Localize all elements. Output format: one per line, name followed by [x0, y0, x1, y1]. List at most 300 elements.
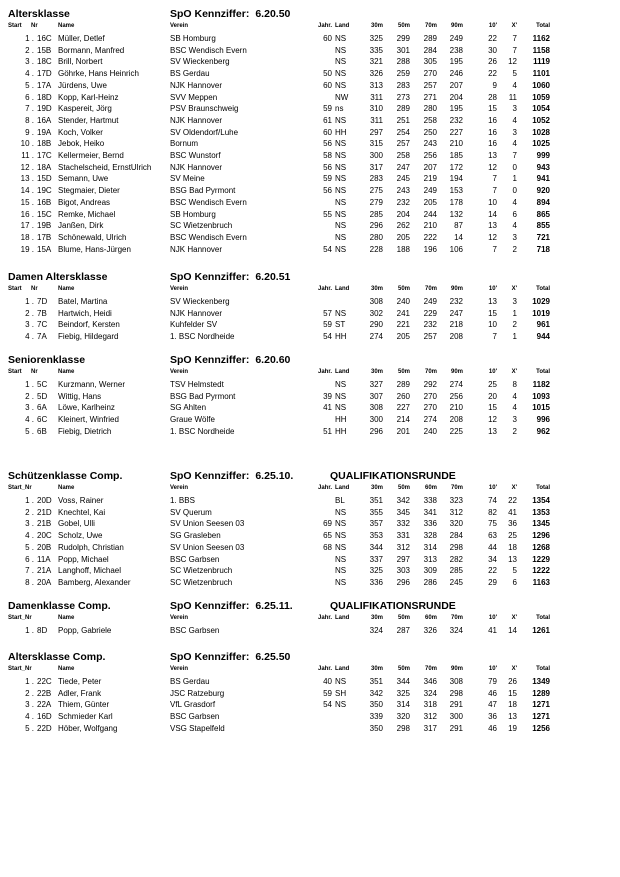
column-header-tens: 10' [488, 485, 497, 491]
start-nr-cell: 6A [37, 403, 47, 413]
tens-cell: 13 [488, 426, 497, 436]
column-header-name: Name [58, 485, 75, 491]
score-1-cell: 310 [369, 104, 383, 114]
score-1-cell: 308 [369, 403, 383, 413]
score-2-cell: 325 [396, 688, 410, 698]
birth-year-cell: 57 [323, 308, 332, 318]
total-cell: 1349 [532, 677, 550, 686]
score-3-cell: 309 [423, 566, 437, 576]
state-cell: HH [335, 332, 347, 342]
rank-cell: 5 . [25, 542, 34, 552]
tens-cell: 20 [488, 391, 497, 401]
birth-year-cell: 68 [323, 542, 332, 552]
state-cell: NS [335, 542, 347, 552]
score-4-cell: 227 [449, 127, 463, 137]
score-2-cell: 259 [396, 69, 410, 79]
state-cell: NS [335, 186, 347, 196]
club-cell: BSC Garbsen [170, 712, 220, 722]
total-cell: 1052 [532, 115, 550, 125]
rank-cell: 9 . [25, 127, 34, 137]
club-cell: NJK Hannover [170, 244, 223, 254]
start-nr-cell: 5C [37, 380, 48, 389]
tens-cell: 10 [488, 320, 497, 330]
rank-cell: 3 . [25, 519, 34, 529]
name-cell: Scholz, Uwe [58, 531, 103, 541]
column-header-jahr: Jahr. [317, 23, 332, 29]
start-nr-cell: 19A [37, 127, 52, 137]
score-1-cell: 274 [369, 332, 383, 342]
birth-year-cell: 54 [323, 244, 332, 254]
total-cell: 1261 [532, 626, 550, 635]
column-header-total: Total [536, 23, 550, 29]
name-cell: Brill, Norbert [58, 57, 103, 67]
total-cell: 721 [536, 232, 550, 242]
start-nr-cell: 5D [37, 391, 48, 401]
club-cell: BS Gerdau [170, 69, 210, 79]
rank-cell: 1 . [25, 297, 34, 306]
score-2-cell: 342 [396, 496, 410, 505]
score-4-cell: 247 [449, 308, 463, 318]
club-cell: BSC Wendisch Evern [170, 45, 247, 55]
rank-cell: 10 . [20, 139, 34, 149]
rank-cell: 15 . [20, 197, 34, 207]
state-cell: NS [335, 209, 347, 219]
score-2-cell: 344 [396, 677, 410, 686]
score-1-cell: 311 [370, 115, 383, 125]
score-3-cell: 324 [423, 688, 437, 698]
result-row [0, 688, 620, 699]
start-nr-cell: 6B [37, 426, 47, 436]
rank-cell: 5 . [25, 80, 34, 90]
score-1-cell: 326 [369, 69, 383, 79]
score-2-cell: 205 [396, 232, 410, 242]
rank-cell: 4 . [25, 332, 34, 342]
result-row [0, 711, 620, 722]
score-2-cell: 188 [396, 244, 410, 254]
kennziffer-label: SpO Kennziffer: [170, 651, 250, 663]
tens-cell: 15 [488, 403, 497, 413]
score-1-cell: 317 [369, 162, 383, 172]
result-row [0, 103, 620, 114]
x-count-cell: 2 [512, 426, 517, 436]
rank-cell: 2 . [25, 507, 34, 517]
score-1-cell: 344 [369, 542, 383, 552]
result-row [0, 296, 620, 307]
score-1-cell: 353 [369, 531, 383, 541]
club-cell: BSC Garbsen [170, 626, 220, 635]
kennziffer-label: SpO Kennziffer: [170, 354, 250, 366]
x-count-cell: 4 [512, 115, 517, 125]
x-count-cell: 4 [512, 80, 517, 90]
rank-cell: 2 . [25, 308, 34, 318]
x-count-cell: 4 [512, 139, 517, 149]
x-count-cell: 1 [512, 308, 517, 318]
kennziffer-label: SpO Kennziffer: [170, 271, 250, 283]
column-header-d3: 60m [424, 485, 437, 491]
column-header-tens: 10' [488, 615, 497, 621]
score-3-cell: 244 [423, 209, 437, 219]
rank-cell: 3 . [25, 320, 34, 330]
rank-cell: 5 . [25, 723, 34, 733]
kennziffer [170, 600, 299, 612]
score-2-cell: 240 [396, 297, 410, 306]
score-3-cell: 292 [423, 380, 437, 389]
score-2-cell: 262 [396, 221, 410, 231]
club-cell: BSC Garbsen [170, 554, 220, 564]
score-4-cell: 249 [449, 34, 463, 43]
column-header-d2: 50m [397, 666, 410, 672]
rank-cell: 4 . [25, 69, 34, 79]
score-3-cell: 257 [423, 80, 437, 90]
total-cell: 1354 [532, 496, 550, 505]
start-nr-cell: 15B [37, 45, 52, 55]
score-3-cell: 256 [423, 151, 437, 160]
birth-year-cell: 51 [323, 426, 332, 436]
kennziffer-value: 6.25.10. [255, 470, 294, 482]
x-count-cell: 6 [512, 209, 517, 219]
tens-cell: 63 [488, 531, 497, 541]
score-2-cell: 314 [396, 700, 410, 710]
start-nr-cell: 7A [37, 332, 47, 342]
tens-cell: 10 [488, 197, 497, 207]
score-1-cell: 336 [369, 577, 383, 587]
state-cell: NS [335, 139, 347, 149]
club-cell: PSV Braunschweig [170, 104, 239, 114]
club-cell: SV Meine [170, 174, 205, 184]
state-cell: NS [335, 34, 347, 43]
start-nr-cell: 20C [37, 531, 52, 541]
column-header-land: Land [335, 485, 350, 491]
x-count-cell: 18 [508, 700, 517, 710]
name-cell: Beindorf, Kersten [58, 320, 120, 330]
score-1-cell: 337 [369, 554, 383, 564]
tens-cell: 7 [492, 244, 497, 254]
score-2-cell: 320 [396, 712, 410, 722]
score-2-cell: 298 [396, 723, 410, 733]
club-cell: BSG Bad Pyrmont [170, 391, 236, 401]
club-cell: NJK Hannover [170, 115, 223, 125]
score-3-cell: 249 [423, 186, 437, 196]
column-header-land: Land [335, 286, 350, 292]
name-cell: Semann, Uwe [58, 174, 109, 184]
column-header-name: Name [58, 666, 75, 672]
start-nr-cell: 22A [37, 700, 52, 710]
column-header-d1: 30m [370, 286, 383, 292]
score-4-cell: 87 [454, 221, 463, 231]
score-1-cell: 302 [369, 308, 383, 318]
start-nr-cell: 18C [37, 57, 52, 67]
x-count-cell: 8 [512, 380, 517, 389]
score-2-cell: 257 [396, 139, 410, 149]
score-4-cell: 320 [449, 519, 463, 529]
score-3-cell: 258 [423, 115, 437, 125]
x-count-cell: 19 [508, 723, 517, 733]
score-2-cell: 301 [396, 45, 410, 55]
start-nr-cell: 17B [37, 232, 52, 242]
total-cell: 1229 [532, 554, 550, 564]
score-2-cell: 243 [396, 186, 410, 196]
score-1-cell: 313 [369, 80, 383, 90]
total-cell: 718 [536, 244, 550, 254]
name-cell: Höber, Wolfgang [58, 723, 118, 733]
column-header-d3: 70m [424, 286, 437, 292]
column-header-start: Start [8, 23, 22, 29]
rank-cell: 8 . [25, 115, 34, 125]
rank-cell: 7 . [25, 566, 34, 576]
score-1-cell: 350 [369, 700, 383, 710]
x-count-cell: 0 [512, 186, 517, 196]
column-header-verein: Verein [170, 286, 189, 292]
name-cell: Rudolph, Christian [58, 542, 124, 552]
result-row [0, 426, 620, 437]
column-header-d3: 70m [424, 23, 437, 29]
rank-cell: 3 . [25, 403, 34, 413]
name-cell: Adler, Frank [58, 688, 102, 698]
score-3-cell: 346 [423, 677, 437, 686]
rank-cell: 4 . [25, 531, 34, 541]
score-3-cell: 243 [423, 139, 437, 149]
column-header-land: Land [335, 615, 350, 621]
score-1-cell: 351 [369, 677, 383, 686]
column-header-d4: 70m [450, 485, 463, 491]
column-header-jahr: Jahr. [317, 485, 332, 491]
x-count-cell: 4 [512, 391, 517, 401]
result-row [0, 331, 620, 342]
column-header-jahr: Jahr. [317, 666, 332, 672]
start-nr-cell: 15C [37, 209, 52, 219]
result-row [0, 56, 620, 67]
start-nr-cell: 11A [37, 554, 51, 564]
state-cell: NS [335, 115, 347, 125]
rank-cell: 11 . [21, 151, 34, 160]
club-cell: BS Gerdau [170, 677, 210, 686]
result-row [0, 127, 620, 138]
club-cell: SVV Meppen [170, 92, 218, 102]
state-cell: HH [335, 426, 347, 436]
score-4-cell: 324 [449, 626, 463, 635]
x-count-cell: 1 [512, 174, 517, 184]
start-nr-cell: 7D [37, 297, 48, 306]
club-cell: NJK Hannover [170, 308, 223, 318]
score-4-cell: 14 [454, 232, 463, 242]
kennziffer [170, 354, 296, 366]
result-row [0, 530, 620, 541]
score-1-cell: 311 [370, 92, 383, 102]
name-cell: Stender, Hartmut [58, 115, 119, 125]
column-header-tens: 10' [488, 286, 497, 292]
tens-cell: 12 [488, 415, 497, 425]
score-2-cell: 332 [396, 519, 410, 529]
tens-cell: 16 [488, 139, 497, 149]
start-nr-cell: 18D [37, 92, 52, 102]
score-4-cell: 172 [449, 162, 463, 172]
column-header-verein: Verein [170, 666, 189, 672]
score-1-cell: 325 [369, 34, 383, 43]
kennziffer-value: 6.25.50 [255, 651, 291, 663]
column-header-total: Total [536, 286, 550, 292]
result-row [0, 402, 620, 413]
start-nr-cell: 17A [37, 80, 52, 90]
rank-cell: 12 . [20, 162, 34, 172]
score-1-cell: 290 [369, 320, 383, 330]
start-nr-cell: 21B [37, 519, 52, 529]
total-cell: 920 [536, 186, 550, 196]
score-4-cell: 232 [449, 297, 463, 306]
column-header-start: Start [8, 369, 22, 375]
score-2-cell: 345 [396, 507, 410, 517]
score-1-cell: 275 [369, 186, 383, 196]
club-cell: JSC Ratzeburg [170, 688, 225, 698]
section-title: Altersklasse [8, 8, 70, 20]
club-cell: 1. BBS [170, 496, 195, 505]
club-cell: 1. BSC Nordheide [170, 332, 235, 342]
column-header-d2: 50m [397, 23, 410, 29]
score-4-cell: 132 [449, 209, 463, 219]
birth-year-cell: 69 [323, 519, 332, 529]
name-cell: Kleinert, Winfried [58, 415, 119, 425]
rank-cell: 6 . [25, 554, 34, 564]
start-nr-cell: 15D [37, 174, 52, 184]
birth-year-cell: 61 [323, 115, 332, 125]
name-cell: Stegmaier, Dieter [58, 186, 120, 196]
rank-cell: 1 . [25, 496, 34, 505]
state-cell: NS [335, 700, 347, 710]
score-1-cell: 228 [369, 244, 383, 254]
rank-cell: 3 . [25, 700, 34, 710]
tens-cell: 44 [488, 542, 497, 552]
tens-cell: 75 [488, 519, 497, 529]
club-cell: SV Wieckenberg [170, 57, 230, 67]
x-count-cell: 3 [512, 232, 517, 242]
total-cell: 1296 [532, 531, 550, 541]
column-header-land: Land [335, 23, 350, 29]
result-row [0, 244, 620, 255]
start-nr-cell: 15A [37, 244, 52, 254]
column-header-d4: 70m [450, 615, 463, 621]
score-4-cell: 308 [449, 677, 463, 686]
total-cell: 1271 [532, 700, 550, 710]
score-3-cell: 232 [423, 320, 437, 330]
score-3-cell: 250 [423, 127, 437, 137]
column-header-name: Name [58, 369, 75, 375]
name-cell: Knechtel, Kai [58, 507, 106, 517]
state-cell: NS [335, 519, 347, 529]
column-header-d4: 90m [450, 666, 463, 672]
score-3-cell: 289 [423, 34, 437, 43]
result-row [0, 232, 620, 243]
state-cell: NS [335, 162, 347, 172]
score-3-cell: 312 [423, 712, 437, 722]
tens-cell: 15 [488, 104, 497, 114]
score-4-cell: 195 [449, 57, 463, 67]
score-2-cell: 288 [396, 57, 410, 67]
score-1-cell: 321 [369, 57, 383, 67]
state-cell: NS [335, 221, 347, 231]
result-row [0, 507, 620, 518]
result-row [0, 391, 620, 402]
club-cell: SV Wieckenberg [170, 297, 230, 306]
birth-year-cell: 55 [323, 209, 332, 219]
name-cell: Tiede, Peter [58, 677, 102, 686]
club-cell: SV Querum [170, 507, 212, 517]
x-count-cell: 4 [512, 403, 517, 413]
result-row [0, 185, 620, 196]
x-count-cell: 36 [508, 519, 517, 529]
birth-year-cell: 50 [323, 69, 332, 79]
score-4-cell: 282 [449, 554, 463, 564]
name-cell: Thiem, Günter [58, 700, 110, 710]
state-cell: HH [335, 127, 347, 137]
x-count-cell: 2 [512, 244, 517, 254]
total-cell: 1158 [532, 45, 550, 55]
total-cell: 1019 [532, 308, 550, 318]
rank-cell: 14 . [20, 186, 34, 196]
score-1-cell: 342 [369, 688, 383, 698]
score-2-cell: 299 [396, 34, 410, 43]
x-count-cell: 13 [508, 554, 517, 564]
column-header-total: Total [536, 369, 550, 375]
score-3-cell: 341 [423, 507, 437, 517]
name-cell: Koch, Volker [58, 127, 103, 137]
result-row [0, 676, 620, 687]
name-cell: Gobel, Ulli [58, 519, 95, 529]
name-cell: Kaspereit, Jörg [58, 104, 112, 114]
column-header-d3: 60m [424, 615, 437, 621]
start-nr-cell: 17C [37, 151, 52, 160]
result-row [0, 723, 620, 734]
column-header-d2: 50m [397, 615, 410, 621]
score-4-cell: 274 [449, 380, 463, 389]
start-nr-cell: 7B [37, 308, 47, 318]
score-1-cell: 300 [369, 415, 383, 425]
score-2-cell: 258 [396, 151, 410, 160]
score-4-cell: 207 [449, 80, 463, 90]
column-header-xs: X' [511, 369, 517, 375]
club-cell: SB Homburg [170, 34, 216, 43]
state-cell: NW [335, 92, 349, 102]
start-nr-cell: 20A [37, 577, 52, 587]
score-4-cell: 208 [449, 332, 463, 342]
state-cell: NS [335, 308, 347, 318]
state-cell: HH [335, 415, 347, 425]
name-cell: Popp, Michael [58, 554, 109, 564]
total-cell: 941 [536, 174, 550, 184]
x-count-cell: 7 [512, 45, 517, 55]
name-cell: Bigot, Andreas [58, 197, 111, 207]
total-cell: 1271 [532, 712, 550, 722]
score-4-cell: 195 [449, 104, 463, 114]
score-2-cell: 297 [396, 554, 410, 564]
club-cell: BSC Wendisch Evern [170, 197, 247, 207]
name-cell: Göhrke, Hans Heinrich [58, 69, 139, 79]
name-cell: Jürdens, Uwe [58, 80, 107, 90]
column-header-xs: X' [511, 485, 517, 491]
column-header-total: Total [536, 485, 550, 491]
result-row [0, 138, 620, 149]
start-nr-cell: 7C [37, 320, 48, 330]
score-3-cell: 210 [423, 221, 437, 231]
column-header-d1: 30m [370, 369, 383, 375]
result-row [0, 495, 620, 506]
score-1-cell: 325 [369, 566, 383, 576]
score-4-cell: 153 [449, 186, 463, 196]
score-3-cell: 196 [423, 244, 437, 254]
total-cell: 1163 [532, 577, 550, 587]
score-4-cell: 225 [449, 426, 463, 436]
score-4-cell: 285 [449, 566, 463, 576]
total-cell: 943 [536, 162, 550, 172]
result-row [0, 80, 620, 91]
